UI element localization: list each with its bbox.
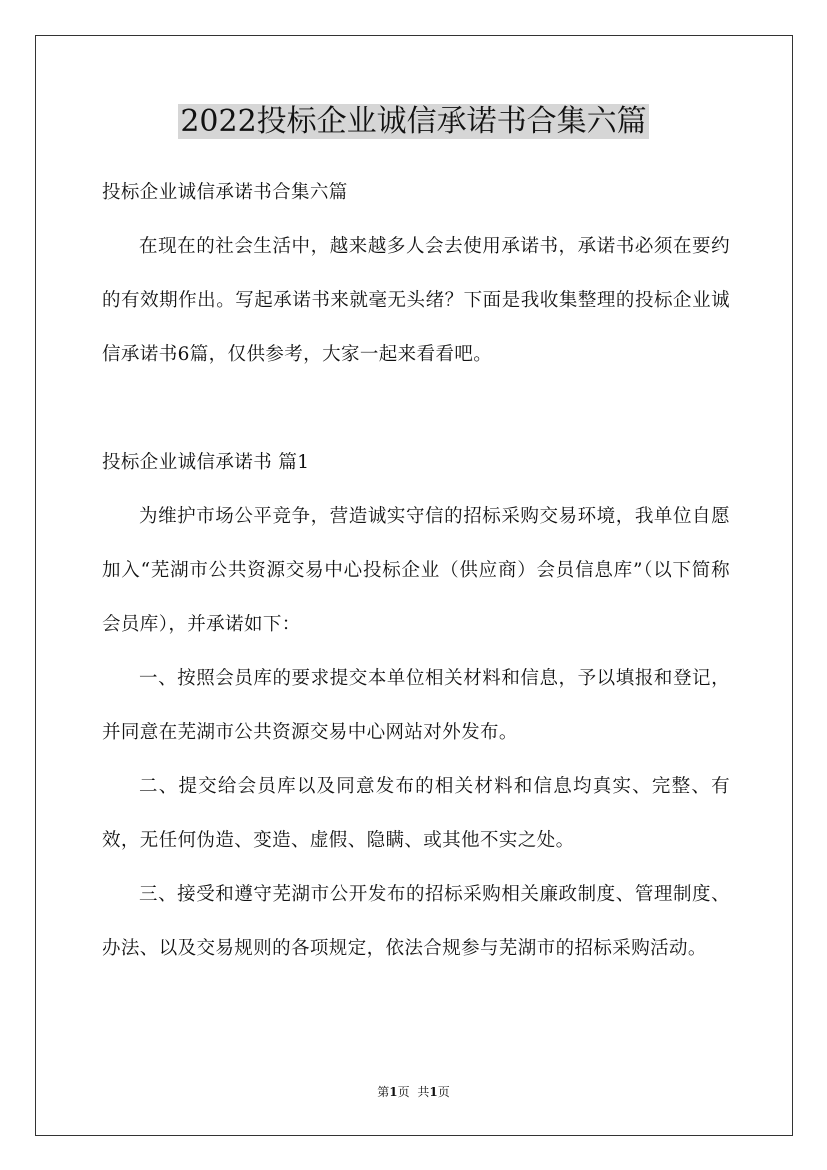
intro-paragraph: 在现在的社会生活中，越来越多人会去使用承诺书，承诺书必须在要约的有效期作出。写起承诺书来就毫无头绪？下面是我收集整理的投标企业诚信承诺书6篇，仅供参考，大家一起来看看吧。	[102, 236, 730, 365]
document-subtitle: 投标企业诚信承诺书合集六篇	[102, 182, 348, 203]
footer-total-number: 1	[429, 1085, 438, 1099]
footer-page-suffix: 页	[397, 1085, 410, 1099]
document-title	[0, 100, 827, 144]
paragraph-item-3: 三、接受和遵守芜湖市公开发布的招标采购相关廉政制度、管理制度、办法、以及交易规则的各项规定，依法合规参与芜湖市的招标采购活动。	[102, 884, 730, 959]
paragraph-item-2: 二、提交给会员库以及同意发布的相关材料和信息均真实、完整、有效，无任何伪造、变造、虚假、隐瞒、或其他不实之处。	[102, 776, 730, 851]
document-title-text: 2022投标企业诚信承诺书合集六篇	[180, 104, 647, 139]
paragraph-item-1: 一、按照会员库的要求提交本单位相关材料和信息，予以填报和登记，并同意在芜湖市公共资源交易中心网站对外发布。	[102, 668, 730, 743]
footer-total-suffix: 页	[437, 1085, 450, 1099]
footer-total-prefix: 共	[417, 1085, 430, 1099]
footer-page-prefix: 第	[377, 1085, 390, 1099]
footer-page-number: 1	[389, 1085, 398, 1099]
section-heading: 投标企业诚信承诺书 篇1	[102, 452, 310, 473]
page-footer	[0, 1084, 827, 1100]
paragraph-pledge-intro: 为维护市场公平竞争，营造诚实守信的招标采购交易环境，我单位自愿加入“芜湖市公共资源交易中心投标企业（供应商）会员信息库”（以下简称会员库），并承诺如下：	[102, 506, 730, 635]
